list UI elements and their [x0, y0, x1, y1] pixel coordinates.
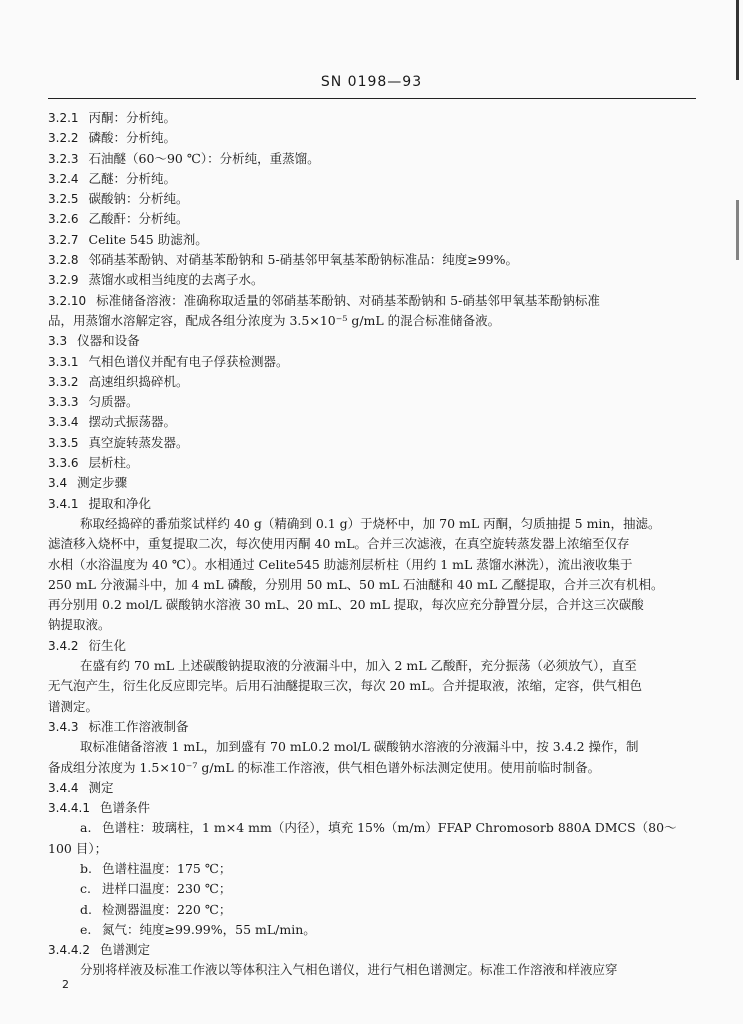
equipment-3-3-1: 3.3.1 气相色谱仪并配有电子俘获检测器。 [48, 353, 289, 369]
section-3-4-4-heading: 3.4.4 测定 [48, 779, 114, 795]
condition-d: d. 检测器温度：220 ℃； [80, 901, 232, 917]
equipment-3-3-6: 3.3.6 层析柱。 [48, 455, 139, 471]
document-body [48, 108, 696, 981]
section-3-4-4-1-heading: 3.4.4.1 色谱条件 [48, 800, 150, 816]
condition-a: a. 色谱柱：玻璃柱，1 m×4 mm（内径），填充 15%（m/m）FFAP Chromosorb 880A DMCS（80～ [80, 820, 677, 836]
paragraph-line: 250 mL 分液漏斗中，加 4 mL 磷酸，分别用 50 mL、50 mL 石油醚和 40 mL 乙醚提取，合并三次有机相。 [48, 576, 664, 592]
section-3-4-1-heading: 3.4.1 提取和净化 [48, 495, 152, 511]
paragraph-line: 滤渣移入烧杯中，重复提取二次，每次使用丙酮 40 mL。合并三次滤液，在真空旋转蒸发器上浓缩至仅存 [48, 536, 630, 552]
paragraph-line: 谱测定。 [48, 698, 99, 714]
condition-e: e. 氮气：纯度≥99.99%，55 mL/min。 [80, 921, 316, 937]
paragraph-line: 钠提取液。 [48, 617, 111, 633]
section-3-4-4-2-heading: 3.4.4.2 色谱测定 [48, 942, 150, 958]
scan-edge-mark [736, 200, 739, 260]
item-3-2-9: 3.2.9 蒸馏水或相当纯度的去离子水。 [48, 272, 264, 288]
paragraph-line: 备成组分浓度为 1.5×10⁻⁷ g/mL 的标准工作溶液，供气相色谱外标法测定使用。使用前临时制备。 [48, 759, 601, 775]
item-3-2-1: 3.2.1 丙酮：分析纯。 [48, 110, 177, 125]
paragraph-line: 在盛有约 70 mL 上述碳酸钠提取液的分液漏斗中，加入 2 mL 乙酸酐，充分振荡（必须放气），直至 [80, 658, 637, 674]
paragraph-line: 再分别用 0.2 mol/L 碳酸钠水溶液 30 mL、20 mL、20 mL 提取，每次应充分静置分层，合并这三次碳酸 [48, 597, 644, 613]
item-3-2-2: 3.2.2 磷酸：分析纯。 [48, 130, 177, 146]
condition-a-continuation: 100 目）； [48, 840, 108, 856]
item-3-2-4: 3.2.4 乙醚：分析纯。 [48, 170, 177, 186]
equipment-3-3-2: 3.3.2 高速组织捣碎机。 [48, 373, 189, 389]
item-3-2-10-continuation: 品，用蒸馏水溶解定容，配成各组分浓度为 3.5×10⁻⁵ g/mL 的混合标准储备液。 [48, 312, 501, 328]
item-3-2-6: 3.2.6 乙酸酐：分析纯。 [48, 211, 189, 227]
item-3-2-5: 3.2.5 碳酸钠：分析纯。 [48, 191, 189, 207]
paragraph-line: 称取经捣碎的番茄浆试样约 40 g（精确到 0.1 g）于烧杯中，加 70 mL 丙酮，匀质抽提 5 min，抽滤。 [80, 515, 661, 531]
paragraph-line: 取标准储备溶液 1 mL，加到盛有 70 mL0.2 mol/L 碳酸钠水溶液的分液漏斗中，按 3.4.2 操作，制 [80, 739, 639, 755]
section-3-4-3-heading: 3.4.3 标准工作溶液制备 [48, 718, 189, 734]
paragraph-line: 分别将样液及标准工作液以等体积注入气相色谱仪，进行气相色谱测定。标准工作溶液和样液应穿 [80, 962, 618, 978]
item-3-2-7: 3.2.7 Celite 545 助滤剂。 [48, 231, 208, 247]
section-3-3-heading: 3.3 仪器和设备 [48, 333, 140, 349]
paragraph-line: 无气泡产生，衍生化反应即完毕。后用石油醚提取三次，每次 20 mL。合并提取液，浓缩，定容，供气相色 [48, 678, 643, 694]
equipment-3-3-4: 3.3.4 摆动式振荡器。 [48, 414, 177, 430]
equipment-3-3-3: 3.3.3 匀质器。 [48, 394, 139, 410]
page-number: 2 [62, 978, 69, 991]
condition-b: b. 色谱柱温度：175 ℃； [80, 860, 232, 876]
section-3-4-heading: 3.4 测定步骤 [48, 475, 128, 491]
header-rule [48, 98, 696, 99]
document-header: SN 0198—93 [320, 74, 423, 90]
paragraph-line: 水相（水浴温度为 40 ℃）。水相通过 Celite545 助滤剂层析柱（用约 1 mL 蒸馏水淋洗），流出液收集于 [48, 556, 633, 572]
item-3-2-3: 3.2.3 石油醚（60～90 ℃）：分析纯，重蒸馏。 [48, 150, 320, 166]
equipment-3-3-5: 3.3.5 真空旋转蒸发器。 [48, 434, 189, 450]
section-3-4-2-heading: 3.4.2 衍生化 [48, 637, 127, 653]
scan-edge-mark [736, 0, 739, 80]
item-3-2-10: 3.2.10 标准储备溶液：准确称取适量的邻硝基苯酚钠、对硝基苯酚钠和 5-硝基邻甲氧基苯酚钠标准 [48, 292, 600, 308]
item-3-2-8: 3.2.8 邻硝基苯酚钠、对硝基苯酚钠和 5-硝基邻甲氧基苯酚钠标准品：纯度≥99%。 [48, 252, 518, 268]
condition-c: c. 进样口温度：230 ℃； [80, 881, 232, 897]
